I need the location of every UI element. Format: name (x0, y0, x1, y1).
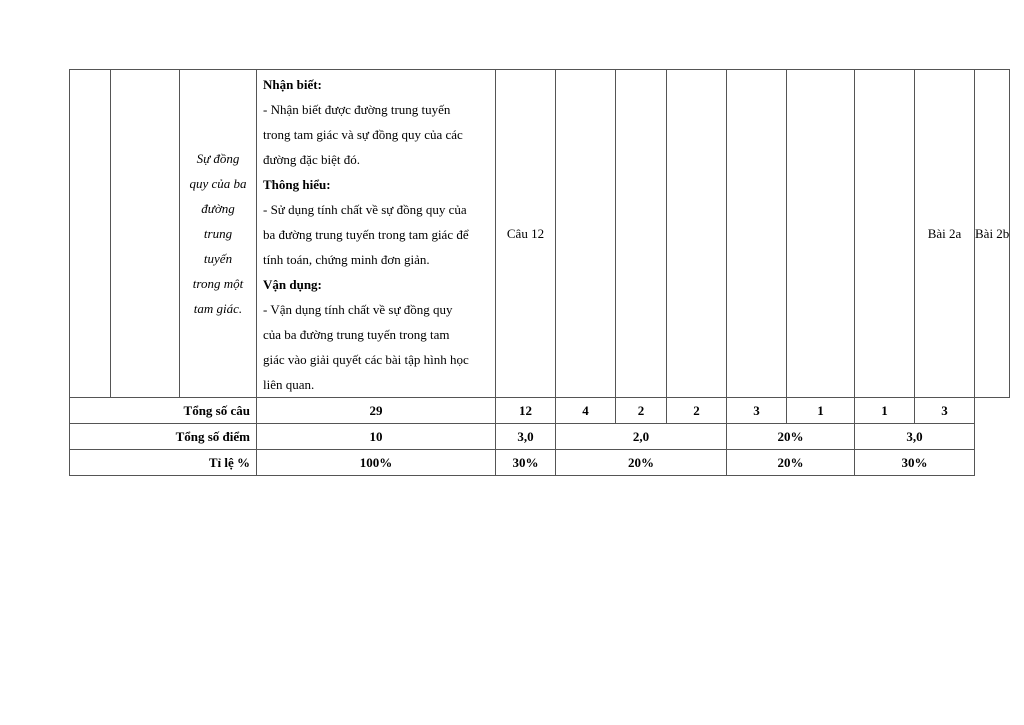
question-cell (855, 70, 915, 398)
question-cell: Bài 2a (915, 70, 975, 398)
topic-line: Sự đồng (196, 151, 240, 166)
topic-line: quy của ba (189, 176, 247, 191)
row-label: Tỉ lệ % (70, 450, 257, 476)
row-total: 29 (257, 398, 496, 424)
description-line: đường đặc biệt đó. (263, 152, 360, 167)
description-line: ba đường trung tuyến trong tam giác để (263, 227, 469, 242)
row-total: 10 (257, 424, 496, 450)
value-cell: 3 (915, 398, 975, 424)
level-heading: Thông hiểu: (263, 177, 331, 192)
description-line: của ba đường trung tuyến trong tam (263, 327, 450, 342)
value-cell: 30% (855, 450, 975, 476)
description-line: - Nhận biết được đường trung tuyến (263, 102, 451, 117)
description-cell (257, 70, 496, 398)
question-cell: Bài 2b (975, 70, 1010, 398)
question-cell (727, 70, 787, 398)
value-cell: 3 (727, 398, 787, 424)
value-cell: 12 (496, 398, 556, 424)
level-heading: Nhận biết: (263, 77, 322, 92)
value-cell: 1 (787, 398, 855, 424)
description-line: - Vận dụng tính chất về sự đồng quy (263, 302, 453, 317)
topic-line: tuyến (203, 251, 233, 266)
level-heading: Vận dụng: (263, 277, 322, 292)
row-label: Tổng số câu (70, 398, 257, 424)
topic-line: đường (201, 201, 235, 216)
value-cell: 4 (556, 398, 616, 424)
description-line: giác vào giải quyết các bài tập hình học (263, 352, 469, 367)
topic-cell (180, 70, 257, 398)
value-cell: 2,0 (556, 424, 727, 450)
row-label: Tổng số điểm (70, 424, 257, 450)
description-line: tính toán, chứng minh đơn giản. (263, 252, 430, 267)
question-cell: Câu 12 (496, 70, 556, 398)
ratio-row (70, 450, 1010, 476)
value-cell: 30% (496, 450, 556, 476)
value-cell: 2 (667, 398, 727, 424)
description-line: liên quan. (263, 377, 315, 392)
empty-cell (111, 70, 180, 398)
value-cell: 2 (616, 398, 667, 424)
total-questions-row (70, 398, 1010, 424)
topic-line: tam giác. (193, 301, 243, 316)
value-cell: 20% (556, 450, 727, 476)
question-cell (667, 70, 727, 398)
value-cell: 20% (727, 424, 855, 450)
topic-line: trong một (192, 276, 244, 291)
value-cell: 1 (855, 398, 915, 424)
empty-cell (70, 70, 111, 398)
total-points-row (70, 424, 1010, 450)
value-cell: 3,0 (855, 424, 975, 450)
row-total: 100% (257, 450, 496, 476)
question-cell (787, 70, 855, 398)
question-cell (616, 70, 667, 398)
content-row (70, 70, 1010, 398)
topic-line: trung (203, 226, 233, 241)
description-line: trong tam giác và sự đồng quy của các (263, 127, 463, 142)
value-cell: 3,0 (496, 424, 556, 450)
assessment-matrix-table (69, 69, 1010, 476)
question-cell (556, 70, 616, 398)
value-cell: 20% (727, 450, 855, 476)
description-line: - Sử dụng tính chất về sự đồng quy của (263, 202, 467, 217)
